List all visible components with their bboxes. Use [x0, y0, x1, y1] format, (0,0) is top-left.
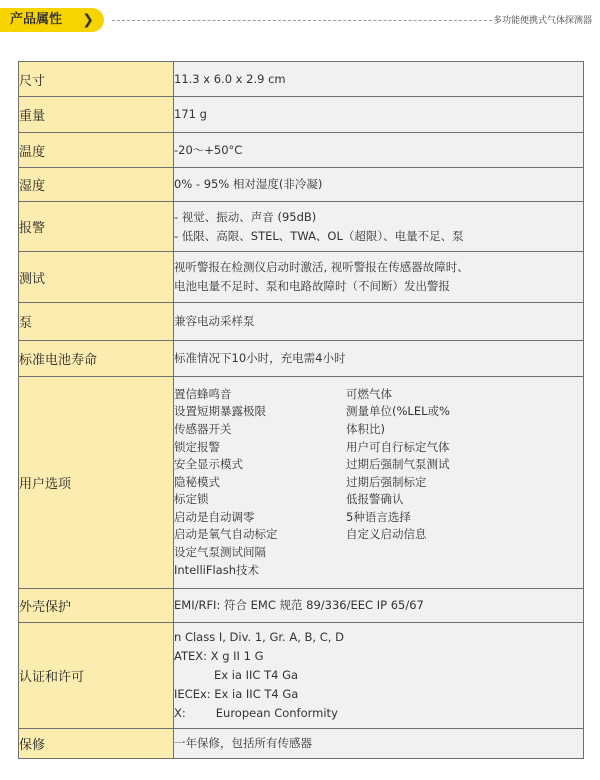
user-options-col-2 — [346, 386, 478, 580]
cert-x-prefix: X: — [174, 706, 186, 720]
option-item: 启动是氧气自动标定 — [174, 527, 278, 542]
option-item: 体积比) — [346, 421, 385, 436]
test-line: 电池电量不足时、泵和电路故障时（不间断）发出警报 — [174, 279, 450, 293]
cert-line: n Class I, Div. 1, Gr. A, B, C, D — [174, 630, 344, 644]
section-tag — [0, 8, 104, 32]
cert-line: IECEx: Ex ia IIC T4 Ga — [174, 687, 299, 701]
option-item: 过期后强制气泵测试 — [346, 457, 450, 472]
spec-label: 泵 — [19, 303, 174, 341]
product-title: 多功能便携式气体探测器 — [492, 16, 592, 26]
option-item: 置信蜂鸣音 — [174, 386, 232, 401]
option-item: 测量单位(%LEL或% — [346, 404, 450, 419]
spec-label: 保修 — [19, 729, 174, 759]
user-options-columns — [174, 386, 583, 580]
spec-value — [174, 202, 584, 252]
option-item: 启动是自动调零 — [174, 509, 255, 524]
spec-value — [174, 623, 584, 729]
spec-value: 171 g — [174, 97, 584, 133]
spec-row-pump — [19, 303, 584, 341]
spec-value: 标准情况下10小时，充电需4小时 — [174, 341, 584, 377]
cert-x-text: European Conformity — [215, 706, 338, 720]
cert-line: Ex ia IIC T4 Ga — [214, 668, 299, 682]
spec-value: 一年保修，包括所有传感器 — [174, 729, 584, 759]
spec-row-test — [19, 252, 584, 303]
spec-value: 兼容电动采样泵 — [174, 303, 584, 341]
spec-value: 11.3 x 6.0 x 2.9 cm — [174, 62, 584, 97]
alarm-line: - 视觉、振动、声音 (95dB) — [174, 209, 317, 224]
spec-label: 测试 — [19, 252, 174, 303]
option-item: 传感器开关 — [174, 421, 232, 436]
spec-row-size — [19, 62, 584, 97]
spec-row-alarm — [19, 202, 584, 252]
option-item: 锁定报警 — [174, 439, 220, 454]
spec-value — [174, 377, 584, 589]
option-item: 低报警确认 — [346, 492, 404, 507]
spec-row-enclosure — [19, 589, 584, 623]
spec-row-battery — [19, 341, 584, 377]
spec-row-temperature — [19, 133, 584, 168]
spec-row-weight — [19, 97, 584, 133]
specs-table — [18, 61, 584, 759]
spec-value: -20～+50°C — [174, 133, 584, 168]
option-item: 安全显示模式 — [174, 457, 243, 472]
dashed-divider — [112, 20, 492, 21]
spec-label: 用户选项 — [19, 377, 174, 589]
user-options-col-1 — [174, 386, 346, 580]
cert-line — [174, 704, 583, 723]
spec-label: 外壳保护 — [19, 589, 174, 623]
spec-label: 标准电池寿命 — [19, 341, 174, 377]
spec-value — [174, 252, 584, 303]
spec-label: 认证和许可 — [19, 623, 174, 729]
option-item: 隐秘模式 — [174, 474, 220, 489]
option-item: IntelliFlash技术 — [174, 562, 259, 577]
chevron-right-icon: ❯ — [82, 12, 94, 28]
alarm-line: - 低限、高限、STEL、TWA、OL（超限）、电量不足、泵 — [174, 228, 464, 243]
option-item: 设定气泵测试间隔 — [174, 545, 266, 560]
spec-row-certifications — [19, 623, 584, 729]
option-item: 可燃气体 — [346, 386, 392, 401]
spec-label: 温度 — [19, 133, 174, 168]
spec-label: 湿度 — [19, 168, 174, 202]
option-item: 用户可自行标定气体 — [346, 439, 450, 454]
spec-label: 重量 — [19, 97, 174, 133]
spec-label: 尺寸 — [19, 62, 174, 97]
spec-row-user-options — [19, 377, 584, 589]
section-tag-label: 产品属性 — [10, 12, 63, 27]
spec-value: EMI/RFI: 符合 EMC 规范 89/336/EEC IP 65/67 — [174, 589, 584, 623]
spec-value: 0% - 95% 相对湿度(非冷凝) — [174, 168, 584, 202]
option-item: 5种语言选择 — [346, 509, 411, 524]
spec-row-humidity — [19, 168, 584, 202]
cert-line: ATEX: X g II 1 G — [174, 649, 264, 663]
section-header — [0, 0, 600, 40]
option-item: 自定义启动信息 — [346, 527, 427, 542]
option-item: 标定锁 — [174, 492, 209, 507]
spec-label: 报警 — [19, 202, 174, 252]
option-item: 设置短期暴露极限 — [174, 404, 266, 419]
spec-row-warranty — [19, 729, 584, 759]
option-item: 过期后强制标定 — [346, 474, 427, 489]
test-line: 视听警报在检测仪启动时激活, 视听警报在传感器故障时、 — [174, 260, 469, 274]
